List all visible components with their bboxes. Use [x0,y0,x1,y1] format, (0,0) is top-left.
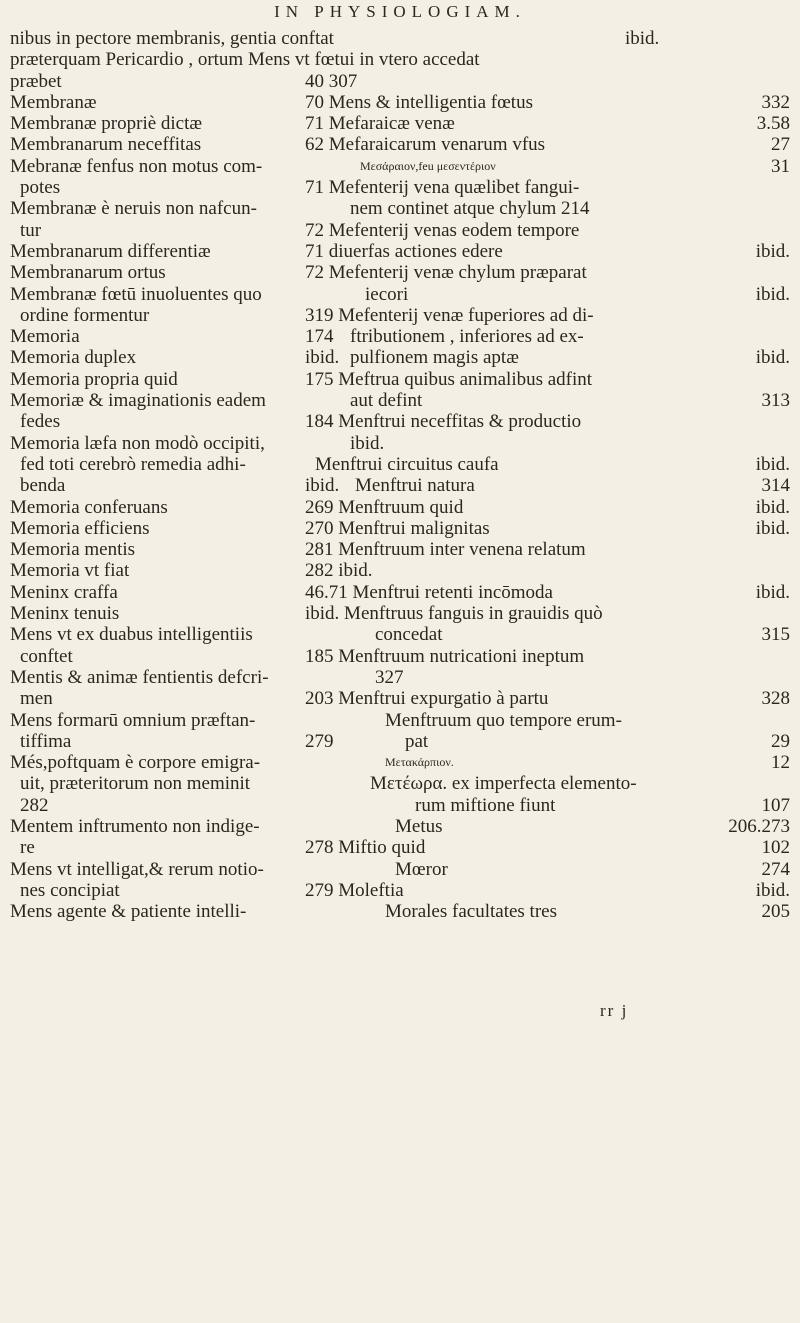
index-entry-text: ibid. [755,240,790,262]
index-entry-text: Membranarum ortus [10,262,166,284]
index-entry-text: 71 Mefaraicæ venæ [305,113,455,135]
index-entry-text: Memoria duplex [10,347,137,369]
index-entry-text: Memoria efficiens [10,517,150,539]
index-entry-text: 327 [375,666,404,688]
index-entry-text: ftributionem , inferiores ad ex- [350,326,584,348]
index-entry-text: ibid. [625,28,660,49]
index-entry-text: Membranæ fœtū inuoluentes quo [10,283,262,305]
index-line [0,411,800,432]
index-entry-text: Mentem inftrumento non indige- [10,815,260,837]
index-entry-text: Mens vt intelligat,& rerum notio- [10,858,264,880]
index-line [0,560,800,581]
running-head: IN PHYSIOLOGIAM. [274,2,526,21]
index-entry-text: 279 Moleftia [305,879,404,901]
index-entry-text: nem continet atque chylum 214 [350,198,590,220]
index-line [0,71,800,92]
index-entry-text: 46.71 Menftrui retenti incōmoda [305,581,553,603]
index-entry-text: 107 [761,794,790,816]
index-line [0,624,800,645]
index-entry-text: præbet [10,70,62,92]
index-entry-text: 185 Menftruum nutricationi ineptum [305,645,585,667]
index-line [0,773,800,794]
index-entry-text: tiffima [20,730,72,752]
index-line [0,28,800,49]
index-entry-text: Μεσάραιον,feu μεσεντέριον [360,158,496,173]
index-entry-text: 3.58 [756,113,790,135]
index-line [0,326,800,347]
index-entry-text: uit, præteritorum non meminit [20,773,251,795]
index-entry-text: re [20,837,35,859]
index-entry-text: Mens vt ex duabus intelligentiis [10,624,253,646]
index-line [0,220,800,241]
index-entry-text: fedes [20,411,61,433]
index-entry-text: 205 [761,901,790,923]
index-line [0,901,800,922]
index-entry-text: fed toti cerebrò remedia adhi- [20,453,246,475]
index-entry-text: Mœror [395,858,448,880]
index-line [0,667,800,688]
index-line [0,539,800,560]
index-entry-text: 70 Mens & intelligentia fœtus [305,91,533,113]
index-entry-text: ibid. [755,283,790,305]
index-line [0,710,800,731]
index-entry-text: 203 Menftrui expurgatio à partu [305,688,549,710]
index-entry-text: 206.273 [728,815,790,837]
index-entry-text: Memoria vt fiat [10,560,130,582]
index-line [0,475,800,496]
index-line [0,688,800,709]
index-entry-text: 328 [761,688,790,710]
index-entry-text: 270 Menftrui malignitas [305,517,490,539]
index-entry-text: Mens formarū omnium præftan- [10,709,256,731]
index-entry-text: Menftrui circuitus caufa [315,453,499,475]
index-entry-text: Μετέωρα. ex imperfecta elemento- [370,773,637,795]
index-entry-text: 274 [761,858,790,880]
index-entry-text: ibid. [755,347,790,369]
index-line [0,92,800,113]
index-line [0,433,800,454]
index-entry-text: Memoria propria quid [10,368,178,390]
index-line [0,284,800,305]
index-entry-text: benda [20,475,66,497]
index-entry-text: Membranæ è neruis non nafcun- [10,198,257,220]
index-entry-text: 174 [305,326,334,348]
index-entry-text: pat [405,730,429,752]
index-entry-text: 282 [20,794,49,816]
index-line [0,113,800,134]
index-entry-text: ibid. [755,581,790,603]
index-entry-text: Membranæ [10,91,97,113]
index-entry-text: 313 [761,390,790,412]
index-entry-text: 72 Mefenterij venæ chylum præparat [305,262,587,284]
index-entry-text: ibid. [305,347,340,369]
index-line [0,816,800,837]
index-entry-text: 71 Mefenterij vena quælibet fangui- [305,177,580,199]
index-entry-text: 282 ibid. [305,560,373,582]
index-entry-text: 102 [761,837,790,859]
index-line [0,603,800,624]
index-entry-text: Menftruum quo tempore erum- [385,709,622,731]
index-entry-text: men [20,688,53,710]
index-line [0,752,800,773]
index-entry-text: 12 [771,752,790,774]
index-entry-text: aut defint [350,390,423,412]
index-entry-text: præterquam Pericardio , ortum Mens vt fœtui in vtero accedat [10,49,480,71]
index-entry-text: ibid. Menftruus fanguis in grauidis quò [305,603,603,625]
index-entry-text: Memoriæ & imaginationis eadem [10,390,266,412]
index-entry-text: 315 [761,624,790,646]
index-entry-text: ibid. [755,517,790,539]
index-entry-text: nes concipiat [20,879,120,901]
index-line [0,880,800,901]
index-entry-text: 269 Menftruum quid [305,496,464,518]
index-entry-text: Mebranæ fenfus non motus com- [10,155,263,177]
index-entry-text: ordine formentur [20,304,150,326]
index-line [0,241,800,262]
index-entry-text: Menftrui natura [355,475,475,497]
index-entry-text: 27 [771,134,790,156]
index-line [0,177,800,198]
index-entry-text: Membranarum differentiæ [10,240,211,262]
index-line [0,731,800,752]
index-line [0,837,800,858]
index-entry-text: 40 307 [305,70,358,92]
index-entry-text: Meninx tenuis [10,603,120,625]
index-entry-text: 319 Mefenterij venæ fuperiores ad di- [305,304,594,326]
index-entry-text: Metus [395,815,443,837]
index-entry-text: Mens agente & patiente intelli- [10,901,247,923]
index-line [0,454,800,475]
index-line [0,369,800,390]
index-entry-text: potes [20,177,61,199]
index-entry-text: 281 Menftruum inter venena relatum [305,539,586,561]
index-entry-text: Més,poftquam è corpore emigra- [10,752,261,774]
index-line [0,518,800,539]
index-line [0,859,800,880]
index-line [0,646,800,667]
index-body [0,28,800,922]
index-entry-text: 279 [305,730,334,752]
index-line [0,198,800,219]
index-line [0,305,800,326]
index-entry-text: 29 [771,730,790,752]
index-entry-text: 332 [761,91,790,113]
index-entry-text: 175 Meftrua quibus animalibus adfint [305,368,593,390]
index-entry-text: Memoria mentis [10,539,136,561]
index-line [0,347,800,368]
index-entry-text: Meninx craffa [10,581,118,603]
index-entry-text: Memoria [10,326,80,348]
index-line [0,49,800,70]
index-entry-text: Membranæ propriè dictæ [10,113,203,135]
index-entry-text: tur [20,219,42,241]
index-entry-text: ibid. [755,453,790,475]
signature-mark: rr j [600,1001,629,1020]
index-entry-text: 184 Menftrui neceffitas & productio [305,411,582,433]
index-line [0,582,800,603]
index-entry-text: ibid. [755,496,790,518]
index-entry-text: Morales facultates tres [385,901,557,923]
index-entry-text: Memoria conferuans [10,496,168,518]
index-line [0,795,800,816]
index-entry-text: 62 Mefaraicarum venarum vfus [305,134,546,156]
index-entry-text: rum miftione fiunt [415,794,556,816]
index-entry-text: ibid. [350,432,385,454]
index-line [0,497,800,518]
index-entry-text: Mentis & animæ fentientis defcri- [10,666,269,688]
index-entry-text: 278 Miftio quid [305,837,426,859]
index-entry-text: Μετακάρπιον. [385,755,454,770]
index-entry-text: Membranarum neceffitas [10,134,202,156]
index-entry-text: 71 diuerfas actiones edere [305,240,503,262]
index-entry-text: 31 [771,155,790,177]
index-line [0,156,800,177]
index-entry-text: conftet [20,645,73,667]
index-entry-text: 314 [761,475,790,497]
index-entry-text: ibid. [305,475,340,497]
index-line [0,390,800,411]
index-line [0,134,800,155]
index-line [0,262,800,283]
index-entry-text: concedat [375,624,443,646]
index-entry-text: nibus in pectore membranis, gentia conftat [10,28,334,49]
index-entry-text: pulfionem magis aptæ [350,347,519,369]
index-entry-text: Memoria læfa non modò occipiti, [10,432,265,454]
index-entry-text: 72 Mefenterij venas eodem tempore [305,219,580,241]
index-entry-text: ibid. [755,879,790,901]
index-entry-text: iecori [365,283,409,305]
